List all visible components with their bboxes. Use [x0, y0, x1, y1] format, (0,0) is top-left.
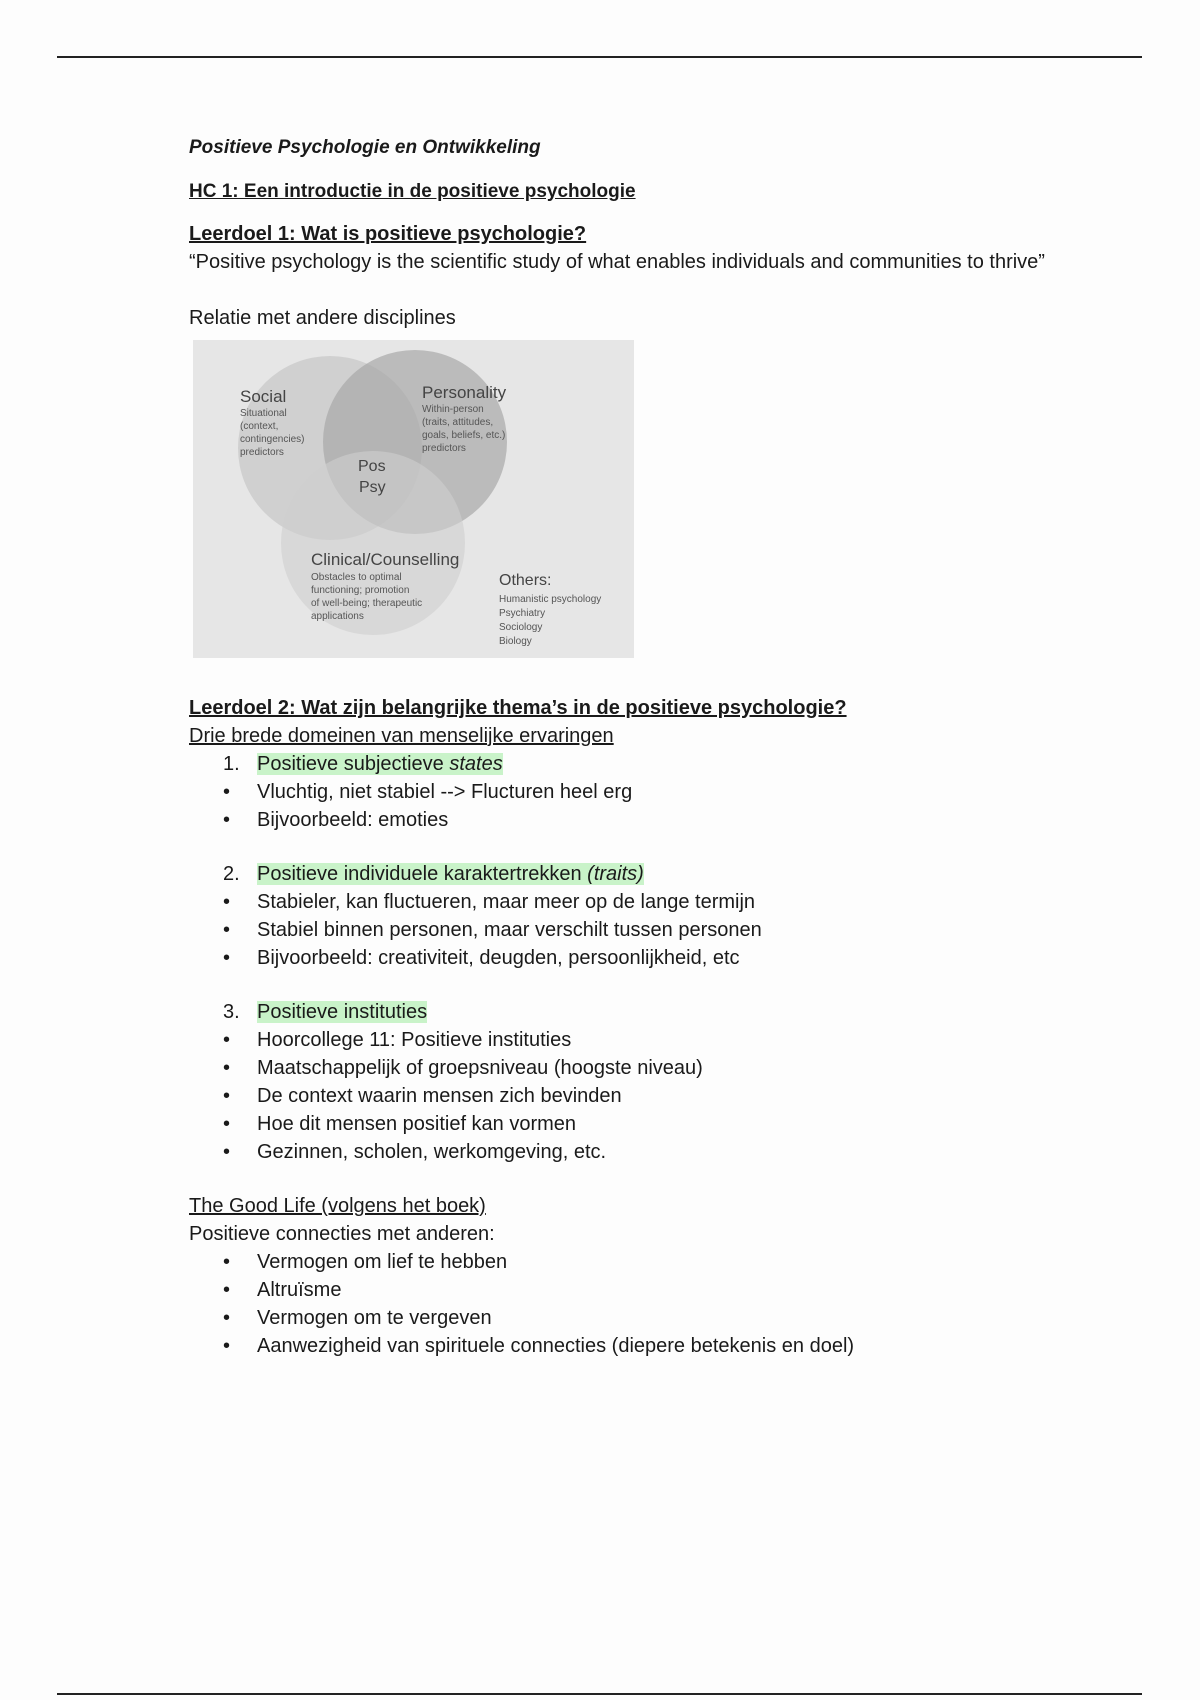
- domains-subheading: Drie brede domeinen van menselijke ervaringen: [189, 725, 614, 747]
- list-item: • Maatschappelijk of groepsniveau (hoogste niveau): [189, 1054, 1089, 1082]
- document-title: Positieve Psychologie en Ontwikkeling: [189, 137, 541, 158]
- domain-3-highlight: Positieve instituties: [257, 1001, 428, 1023]
- domain-2: [189, 860, 1089, 888]
- domain-2-highlight: Positieve individuele karaktertrekken (traits): [257, 863, 644, 885]
- others-title: Others:: [499, 572, 552, 589]
- document-body: [189, 134, 1089, 1360]
- list-item: • Altruïsme: [189, 1276, 1089, 1304]
- goal2-heading: Leerdoel 2: Wat zijn belangrijke thema’s in de positieve psychologie?: [189, 697, 847, 719]
- list-item: • Bijvoorbeeld: creativiteit, deugden, persoonlijkheid, etc: [189, 944, 1089, 972]
- domain-1: [189, 750, 1089, 778]
- good-life-intro: Positieve connecties met anderen:: [189, 1223, 495, 1245]
- list-item: • Vermogen om lief te hebben: [189, 1248, 1089, 1276]
- domain-3-title: 3. Positieve instituties: [223, 1001, 428, 1023]
- list-item: • Vluchtig, niet stabiel --> Flucturen heel erg: [189, 778, 1089, 806]
- list-item: • Hoe dit mensen positief kan vormen: [189, 1110, 1089, 1138]
- domain-2-title: 2. Positieve individuele karaktertrekken (traits): [223, 863, 644, 885]
- domain-1-highlight: Positieve subjectieve states: [257, 753, 503, 775]
- social-desc: Situational (context, contingencies) predictors: [240, 408, 305, 458]
- domain-3-bullets: [189, 1026, 1089, 1166]
- clinical-desc: Obstacles to optimal functioning; promotion of well-being; therapeutic applications: [311, 572, 423, 622]
- relation-label: Relatie met andere disciplines: [189, 307, 456, 329]
- personality-desc: Within-person (traits, attitudes, goals, beliefs, etc.) predictors: [422, 404, 506, 454]
- bottom-rule: [57, 1693, 1142, 1695]
- list-item: • Gezinnen, scholen, werkomgeving, etc.: [189, 1138, 1089, 1166]
- venn-diagram: [193, 340, 634, 658]
- domain-1-title: 1. Positieve subjectieve states: [223, 753, 503, 775]
- social-title: Social: [240, 387, 287, 406]
- good-life-heading: The Good Life (volgens het boek): [189, 1195, 486, 1217]
- domain-3: [189, 998, 1089, 1026]
- definition-quote: “Positive psychology is the scientific study of what enables individuals and communities to thrive”: [189, 251, 1045, 273]
- list-item: • Aanwezigheid van spirituele connecties (diepere betekenis en doel): [189, 1332, 1089, 1360]
- list-item: • Stabiel binnen personen, maar verschilt tussen personen: [189, 916, 1089, 944]
- list-item: • Vermogen om te vergeven: [189, 1304, 1089, 1332]
- list-item: • Bijvoorbeeld: emoties: [189, 806, 1089, 834]
- list-item: • Stabieler, kan fluctueren, maar meer op de lange termijn: [189, 888, 1089, 916]
- others-desc: Humanistic psychology Psychiatry Sociology Biology: [499, 594, 602, 647]
- domain-2-bullets: [189, 888, 1089, 972]
- goal1-heading: Leerdoel 1: Wat is positieve psychologie?: [189, 223, 587, 245]
- good-life-bullets: [189, 1248, 1089, 1360]
- list-item: • Hoorcollege 11: Positieve instituties: [189, 1026, 1089, 1054]
- clinical-title: Clinical/Counselling: [311, 550, 460, 569]
- personality-title: Personality: [422, 383, 507, 402]
- top-rule: [57, 56, 1142, 58]
- lecture-title: HC 1: Een introductie in de positieve psychologie: [189, 181, 636, 202]
- domain-1-bullets: [189, 778, 1089, 834]
- list-item: • De context waarin mensen zich bevinden: [189, 1082, 1089, 1110]
- center-label: Pos Psy: [358, 458, 386, 496]
